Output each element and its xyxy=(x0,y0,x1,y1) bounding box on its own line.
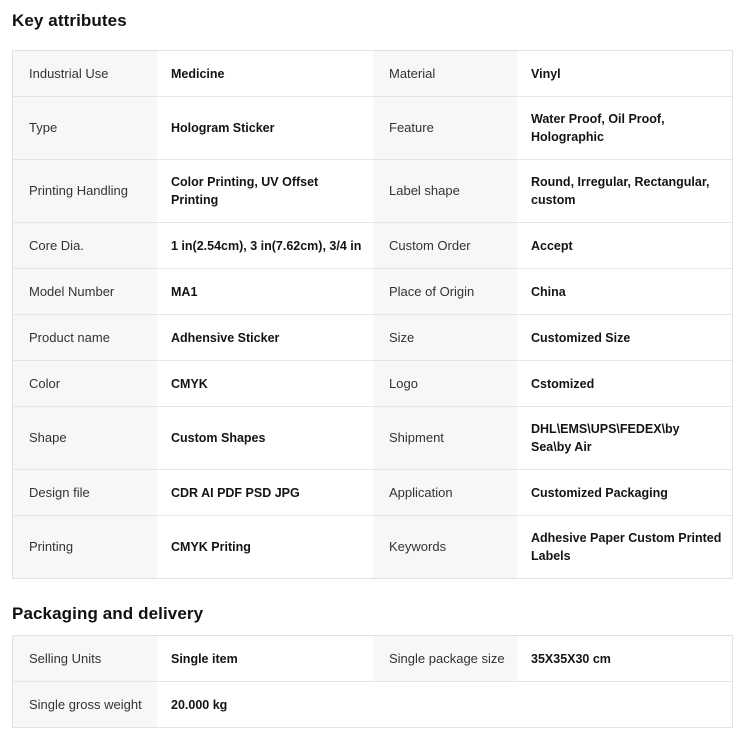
attr-label: Feature xyxy=(373,97,517,159)
empty-cell xyxy=(373,682,517,727)
attr-value: MA1 xyxy=(157,269,373,314)
attr-label: Printing xyxy=(13,516,157,578)
attr-label: Application xyxy=(373,470,517,515)
attr-label: Single package size xyxy=(373,636,517,681)
attr-value: Customized Size xyxy=(517,315,732,360)
table-row xyxy=(13,269,732,315)
attr-value: 35X35X30 cm xyxy=(517,636,732,681)
key-attributes-table xyxy=(12,50,733,579)
attr-value: Accept xyxy=(517,223,732,268)
attr-value: Customized Packaging xyxy=(517,470,732,515)
attr-label: Industrial Use xyxy=(13,51,157,96)
attr-value: Round, Irregular, Rectangular, custom xyxy=(517,160,732,222)
table-row xyxy=(13,223,732,269)
attr-label: Keywords xyxy=(373,516,517,578)
empty-cell xyxy=(517,682,732,727)
attr-value: Adhesive Paper Custom Printed Labels xyxy=(517,516,732,578)
attr-label: Type xyxy=(13,97,157,159)
attr-label: Color xyxy=(13,361,157,406)
table-row xyxy=(13,315,732,361)
attr-value: DHL\EMS\UPS\FEDEX\by Sea\by Air xyxy=(517,407,732,469)
table-row xyxy=(13,51,732,97)
table-row xyxy=(13,470,732,516)
attr-label: Place of Origin xyxy=(373,269,517,314)
attr-value: Medicine xyxy=(157,51,373,96)
attr-label: Core Dia. xyxy=(13,223,157,268)
attr-value: Water Proof, Oil Proof, Holographic xyxy=(517,97,732,159)
table-row xyxy=(13,407,732,470)
attr-label: Shipment xyxy=(373,407,517,469)
attr-value: Single item xyxy=(157,636,373,681)
attr-label: Label shape xyxy=(373,160,517,222)
attr-value: CMYK Priting xyxy=(157,516,373,578)
attr-value: Vinyl xyxy=(517,51,732,96)
attr-value: CDR AI PDF PSD JPG xyxy=(157,470,373,515)
attr-value: CMYK xyxy=(157,361,373,406)
table-row xyxy=(13,516,732,578)
attr-value: Color Printing, UV Offset Printing xyxy=(157,160,373,222)
attr-label: Design file xyxy=(13,470,157,515)
table-row xyxy=(13,636,732,682)
attr-value: Hologram Sticker xyxy=(157,97,373,159)
packaging-delivery-title: Packaging and delivery xyxy=(12,604,204,623)
table-row xyxy=(13,361,732,407)
table-row xyxy=(13,160,732,223)
key-attributes-title: Key attributes xyxy=(12,11,127,30)
table-row xyxy=(13,682,732,727)
attr-value: China xyxy=(517,269,732,314)
attr-label: Selling Units xyxy=(13,636,157,681)
attr-label: Printing Handling xyxy=(13,160,157,222)
attr-label: Size xyxy=(373,315,517,360)
attr-label: Product name xyxy=(13,315,157,360)
attr-value: Adhensive Sticker xyxy=(157,315,373,360)
packaging-delivery-table xyxy=(12,635,733,728)
attr-label: Shape xyxy=(13,407,157,469)
attr-value: Cstomized xyxy=(517,361,732,406)
attr-label: Material xyxy=(373,51,517,96)
attr-label: Model Number xyxy=(13,269,157,314)
attr-value: 1 in(2.54cm), 3 in(7.62cm), 3/4 in xyxy=(157,223,373,268)
attr-label: Logo xyxy=(373,361,517,406)
attr-label: Custom Order xyxy=(373,223,517,268)
attr-label: Single gross weight xyxy=(13,682,157,727)
attr-value: Custom Shapes xyxy=(157,407,373,469)
table-row xyxy=(13,97,732,160)
attr-value: 20.000 kg xyxy=(157,682,373,727)
